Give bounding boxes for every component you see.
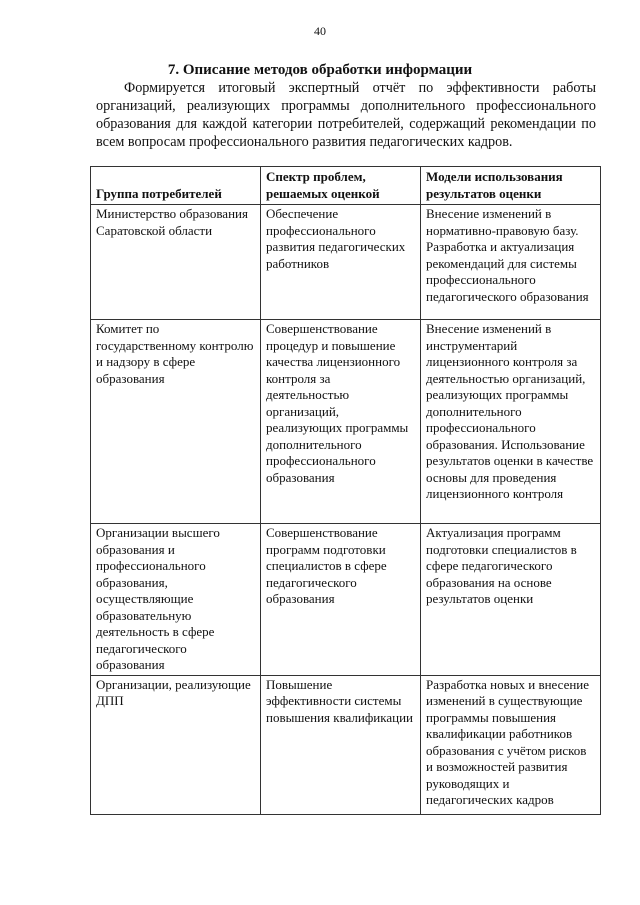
- cell-problem-spectrum: Обеспечение профессионального развития педагогических работников: [261, 205, 421, 320]
- table-row: [91, 320, 601, 524]
- table-row: [91, 205, 601, 320]
- consumers-table: [90, 166, 601, 815]
- cell-consumer-group: Министерство образования Саратовской области: [91, 205, 261, 320]
- page-number: 40: [314, 24, 326, 38]
- cell-usage-models: Актуализация программ подготовки специалистов в сфере педагогического образования на основе результатов оценки: [421, 524, 601, 676]
- cell-consumer-group: Организации, реализующие ДПП: [91, 675, 261, 814]
- cell-usage-models: Внесение изменений в нормативно-правовую базу. Разработка и актуализация рекомендаций для системы профессионального педагогического образования: [421, 205, 601, 320]
- cell-consumer-group: Организации высшего образования и профессионального образования, осуществляющие образовательную деятельность в сфере педагогического образования: [91, 524, 261, 676]
- intro-paragraph: Формируется итоговый экспертный отчёт по эффективности работы организаций, реализующих программы дополнительного профессионального образования для каждой категории потребителей, содержащий рекомендации по всем вопросам профессионального развития педагогических кадров.: [96, 80, 596, 150]
- header-usage-models: Модели использования результатов оценки: [421, 167, 601, 205]
- table-row: [91, 524, 601, 676]
- cell-problem-spectrum: Совершенствование программ подготовки специалистов в сфере педагогического образования: [261, 524, 421, 676]
- table-header-row: [91, 167, 601, 205]
- cell-usage-models: Внесение изменений в инструментарий лицензионного контроля за деятельностью организаций, реализующих программы дополнительного профессионального образования. Использование результатов оценки в качестве основы для проведения лицензионного контроля: [421, 320, 601, 524]
- cell-usage-models: Разработка новых и внесение изменений в существующие программы повышения квалификации работников образования с учётом рисков и возможностей развития руководящих и педагогических кадров: [421, 675, 601, 814]
- cell-problem-spectrum: Совершенствование процедур и повышение качества лицензионного контроля за деятельностью организаций, реализующих программы дополнительного профессионального образования: [261, 320, 421, 524]
- cell-consumer-group: Комитет по государственному контролю и надзору в сфере образования: [91, 320, 261, 524]
- table-row: [91, 675, 601, 814]
- header-problem-spectrum: Спектр проблем, решаемых оценкой: [261, 167, 421, 205]
- section-heading: 7. Описание методов обработки информации: [167, 62, 473, 78]
- cell-problem-spectrum: Повышение эффективности системы повышения квалификации: [261, 675, 421, 814]
- header-consumer-group: Группа потребителей: [91, 167, 261, 205]
